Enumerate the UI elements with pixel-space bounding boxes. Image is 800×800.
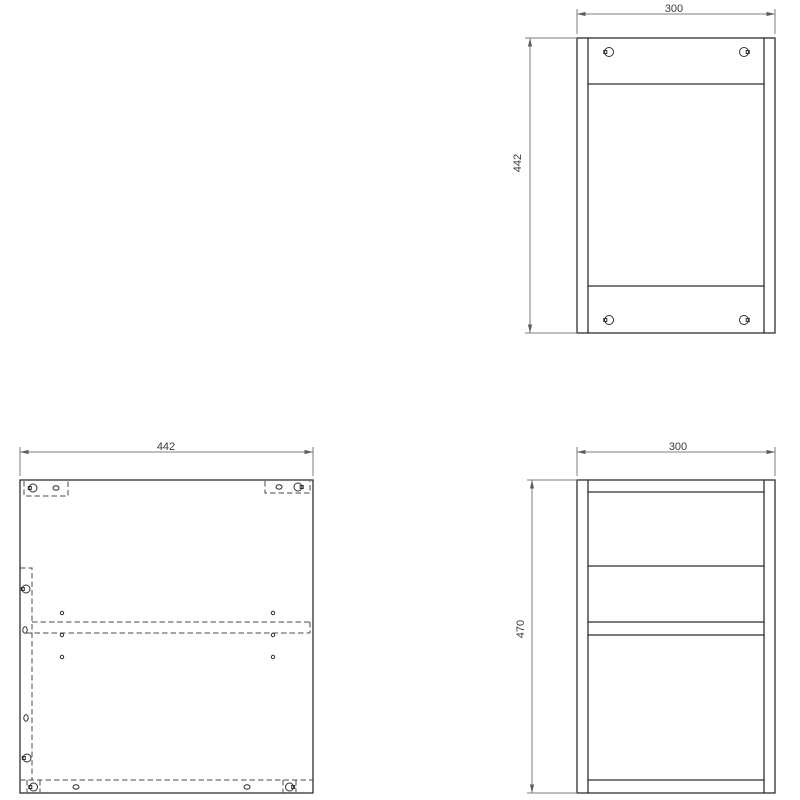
pin-hole-icon <box>60 655 63 658</box>
hidden-fitting-outline <box>24 481 68 496</box>
arrowhead-icon <box>530 480 534 489</box>
arrowhead-icon <box>528 38 532 47</box>
dowel-hole-icon <box>244 785 250 789</box>
cam-lock-icon <box>21 585 30 593</box>
arrowhead-icon <box>20 450 29 454</box>
view-top-panel <box>20 480 313 793</box>
arrowhead-icon <box>767 450 776 454</box>
arrowhead-icon <box>305 450 314 454</box>
dimension-label: 442 <box>512 153 524 173</box>
dowel-hole-icon <box>276 485 282 489</box>
cam-lock-icon <box>740 316 750 325</box>
panel-outline <box>577 480 775 793</box>
hidden-shelf-outline <box>26 622 310 633</box>
cam-lock-icon <box>28 484 37 492</box>
dimension-label: 442 <box>156 441 176 453</box>
arrowhead-icon <box>767 12 776 16</box>
hidden-panel-outline <box>20 568 32 780</box>
dowel-hole-icon <box>73 785 79 789</box>
cam-lock-icon <box>604 48 614 57</box>
pin-hole-icon <box>271 655 274 658</box>
dimension-label: 300 <box>668 441 688 453</box>
pin-hole-icon <box>60 633 63 636</box>
dimension-top-width <box>20 441 313 476</box>
arrowhead-icon <box>530 785 534 794</box>
cam-lock-icon <box>604 316 614 325</box>
dowel-hole-icon <box>23 627 27 633</box>
cam-lock-icon <box>29 783 38 791</box>
arrowhead-icon <box>577 450 586 454</box>
dowel-hole-icon <box>53 486 59 490</box>
panel-outline <box>577 38 775 333</box>
pin-hole-icon <box>271 633 274 636</box>
cam-lock-icon <box>740 48 750 57</box>
dimension-front-width <box>577 3 775 34</box>
view-side-panel <box>577 480 775 793</box>
cam-lock-icon <box>286 783 295 791</box>
pin-hole-icon <box>271 611 274 614</box>
arrowhead-icon <box>528 325 532 334</box>
pin-hole-icon <box>60 611 63 614</box>
dimension-label: 470 <box>515 619 527 639</box>
cam-lock-icon <box>22 754 31 762</box>
panel-outline <box>20 480 313 793</box>
dimension-front-height <box>512 38 577 333</box>
dimension-side-height <box>515 480 577 793</box>
dowel-hole-icon <box>24 715 28 721</box>
view-front-panel <box>577 38 775 333</box>
arrowhead-icon <box>577 12 586 16</box>
dimension-side-width <box>577 441 775 476</box>
cam-lock-icon <box>294 483 303 491</box>
dimension-label: 300 <box>664 3 684 15</box>
